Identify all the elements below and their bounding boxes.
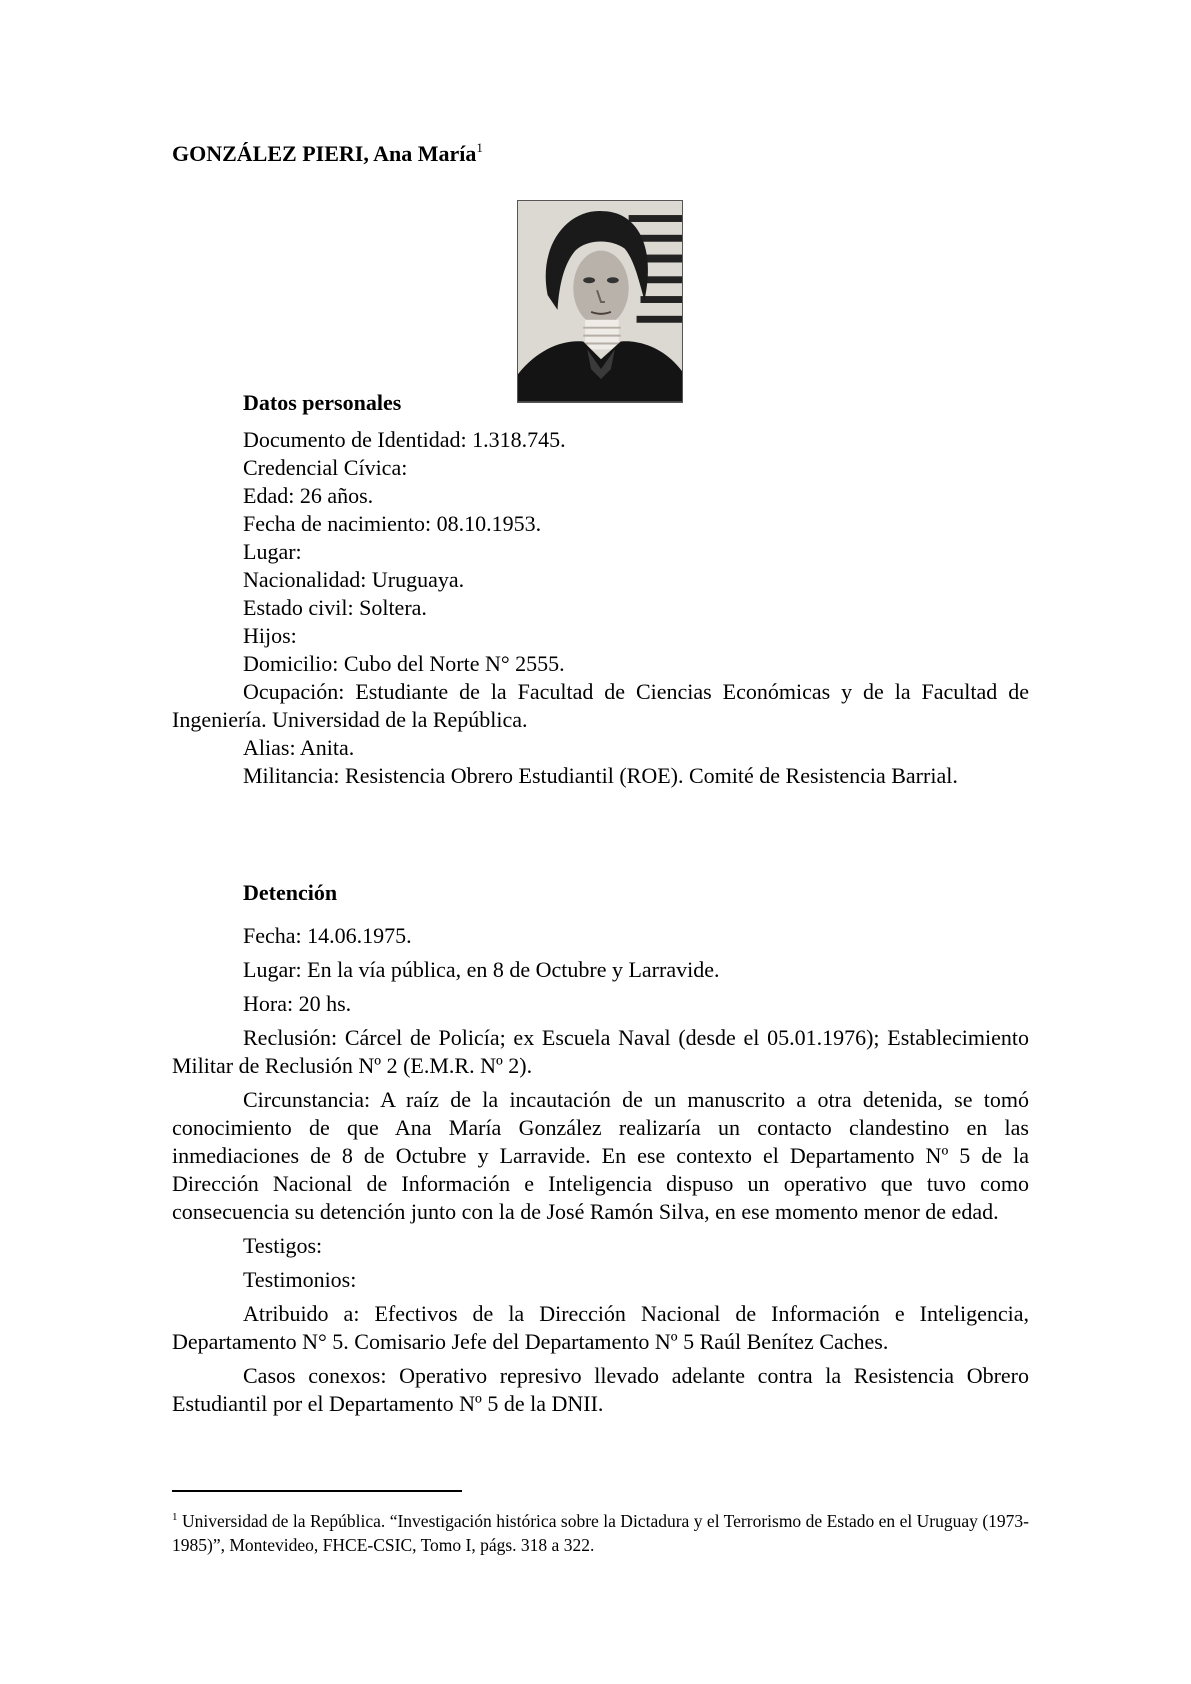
detencion-reclusion: Reclusión: Cárcel de Policía; ex Escuela Naval (desde el 05.01.1976); Establecimiento Militar de Reclusión Nº 2 (E.M.R. Nº 2). xyxy=(172,1025,1029,1078)
ocupacion-paragraph: Ocupación: Estudiante de la Facultad de Ciencias Económicas y de la Facultad de Ingeniería. Universidad de la República. xyxy=(172,679,1029,732)
credencial-line: Credencial Cívica: xyxy=(243,455,408,480)
detencion-circunstancia: Circunstancia: A raíz de la incautación de un manuscrito a otra detenida, se tomó conocimiento de que Ana María González realizaría un contacto clandestino en las inmediaciones de 8 de Octubre y Larravide. En ese contexto el Departamento Nº 5 de la Dirección Nacional de Información e Inteligencia dispuso un operativo que tuvo como consecuencia su detención junto con la de José Ramón Silva, en ese momento menor de edad. xyxy=(172,1087,1029,1224)
alias-line: Alias: Anita. xyxy=(243,735,355,760)
footnote-divider xyxy=(172,1490,462,1492)
detencion-testigos: Testigos: xyxy=(243,1233,323,1258)
detencion-testimonios: Testimonios: xyxy=(243,1267,357,1292)
lugar-line: Lugar: xyxy=(243,539,302,564)
fecha-nacimiento-line: Fecha de nacimiento: 08.10.1953. xyxy=(243,511,542,536)
footnote-mark: 1 xyxy=(172,1511,178,1523)
nacionalidad-line: Nacionalidad: Uruguaya. xyxy=(243,567,465,592)
section-heading-datos-personales: Datos personales xyxy=(243,390,402,415)
edad-line: Edad: 26 años. xyxy=(243,483,374,508)
title-name: GONZÁLEZ PIERI, Ana María xyxy=(172,141,477,166)
estado-civil-line: Estado civil: Soltera. xyxy=(243,595,427,620)
footnote-text: Universidad de la República. “Investigación histórica sobre la Dictadura y el Terrorismo de Estado en el Uruguay (1973-1985)”, Montevideo, FHCE-CSIC, Tomo I, págs. 318 a 322. xyxy=(172,1511,1030,1555)
detencion-atribuido: Atribuido a: Efectivos de la Dirección Nacional de Información e Inteligencia, Departamento N° 5. Comisario Jefe del Departamento Nº 5 Raúl Benítez Caches. xyxy=(172,1301,1029,1354)
footnote-reference: 1 xyxy=(476,140,483,155)
militancia-paragraph: Militancia: Resistencia Obrero Estudiantil (ROE). Comité de Resistencia Barrial. xyxy=(243,763,958,788)
detencion-fecha: Fecha: 14.06.1975. xyxy=(243,923,412,948)
page-title xyxy=(172,140,483,167)
documento-line: Documento de Identidad: 1.318.745. xyxy=(243,427,566,452)
domicilio-line: Domicilio: Cubo del Norte N° 2555. xyxy=(243,651,565,676)
detencion-casos-conexos: Casos conexos: Operativo represivo llevado adelante contra la Resistencia Obrero Estudiantil por el Departamento Nº 5 de la DNII. xyxy=(172,1363,1029,1416)
hijos-line: Hijos: xyxy=(243,623,297,648)
datos-personales-block xyxy=(172,426,1029,790)
portrait-photo xyxy=(517,200,683,403)
detencion-lugar: Lugar: En la vía pública, en 8 de Octubre y Larravide. xyxy=(243,957,720,982)
footnote xyxy=(172,1505,1029,1557)
detencion-block xyxy=(172,922,1029,1424)
portrait-photo-icon xyxy=(518,201,682,402)
section-heading-detencion: Detención xyxy=(243,880,338,905)
detencion-hora: Hora: 20 hs. xyxy=(243,991,352,1016)
